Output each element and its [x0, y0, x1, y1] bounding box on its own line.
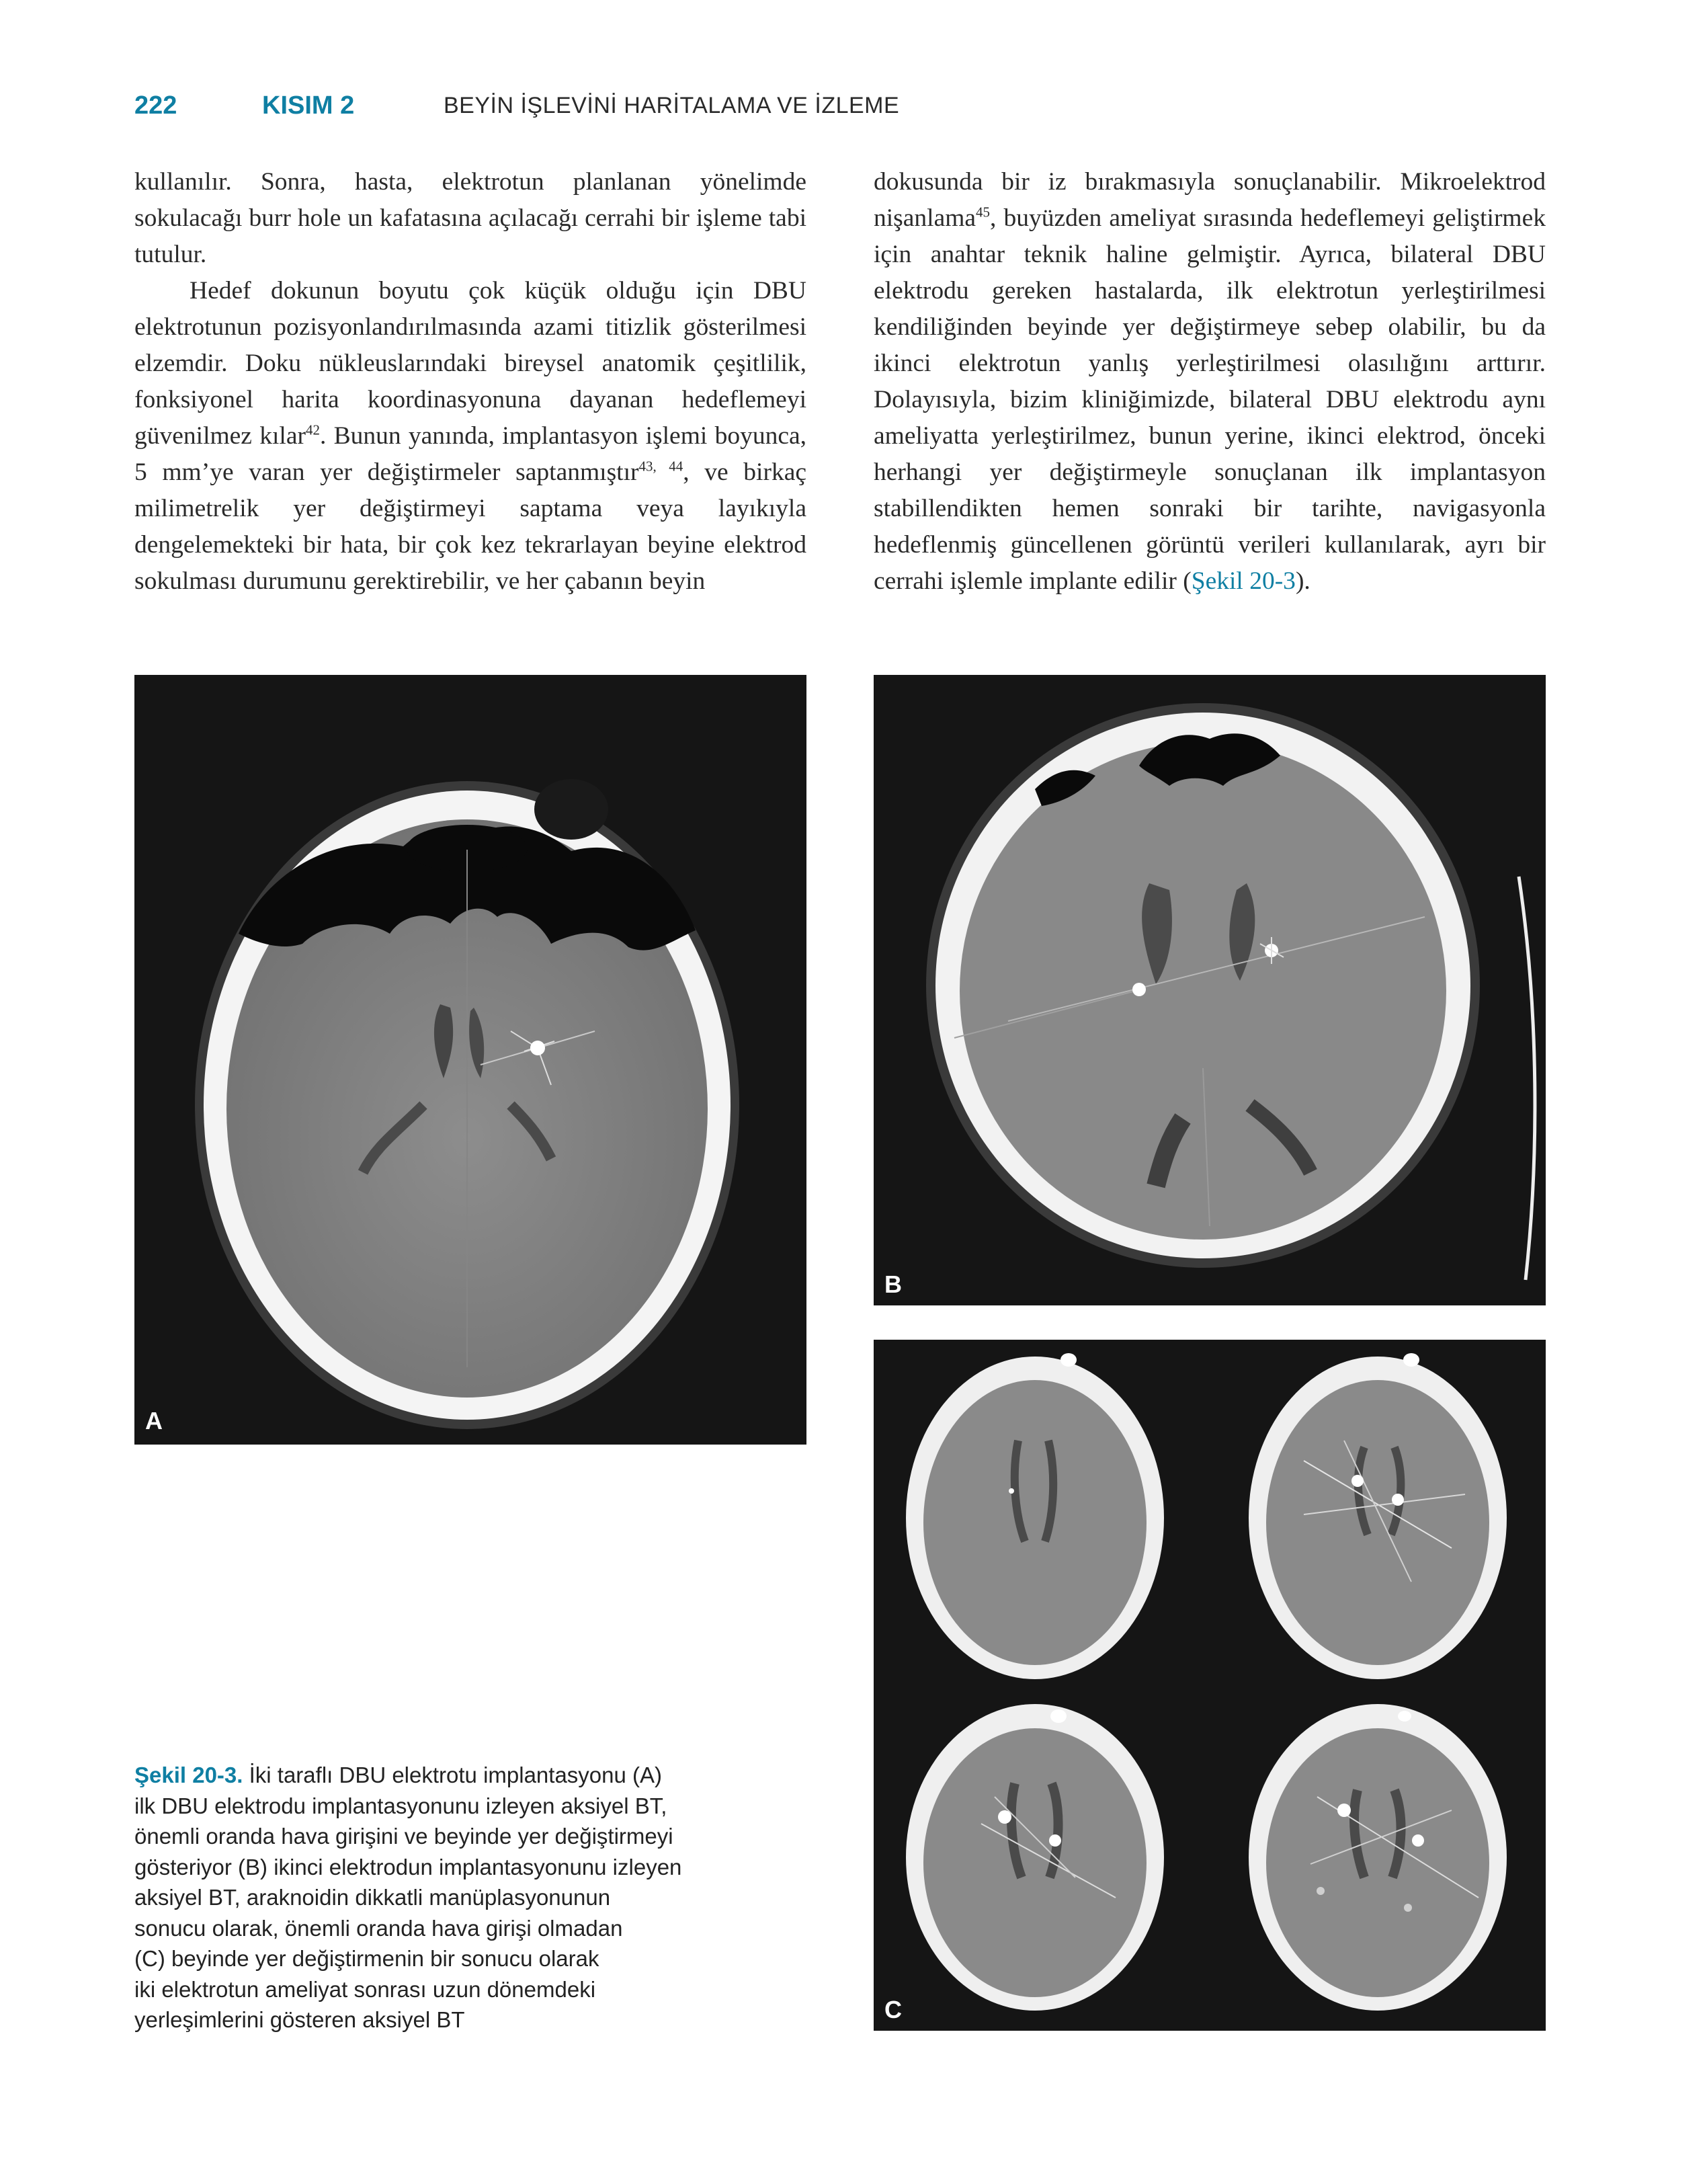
caption-line — [134, 1760, 806, 1791]
text-run: Hedef dokunun boyutu çok küçük olduğu için DBU elektrotunun pozisyonlandırılmasında azami titizlik gösterilmesi elzemdir. Doku nükleuslarındaki bireysel anatomik çeşitlilik, fonksiyonel harita koordinasyonuna dayanan hedeflemeyi güvenilmez kılar — [134, 277, 806, 450]
text-run: ). — [1295, 567, 1310, 595]
panel-label-a: A — [145, 1407, 163, 1434]
ct-scan-panel-b — [874, 675, 1546, 1305]
paragraph: kullanılır. Sonra, hasta, elektrotun planlanan yönelimde sokulacağı burr hole un kafatasına açılacağı cerrahi bir işleme tabi tutulur. — [134, 168, 806, 268]
citation-ref: 43, 44 — [638, 458, 683, 475]
figure-cross-reference[interactable]: Şekil 20-3 — [1191, 567, 1296, 595]
caption-line: gösteriyor (B) ikinci elektrodun implantasyonunu izleyen — [134, 1854, 682, 1879]
caption-line: aksiyel BT, araknoidin dikkatli manüplasyonunun — [134, 1885, 611, 1910]
text-run: . Bunun yanında, implantasyon işlemi boyunca, 5 mm’ye varan yer değiştirmeler saptanmıştır — [134, 422, 806, 486]
caption-line: sonucu olarak, önemli oranda hava girişi olmadan — [134, 1915, 623, 1941]
text-run: , ve birkaç milimetrelik yer değiştirmeyi saptama veya layıkıyla dengelemekteki bir hata, bir çok kez tekrarlayan beyine elektrod sokulması durumunu gerektirebilir, ve her çabanın beyin — [134, 458, 806, 595]
caption-line: ilk DBU elektrodu implantasyonunu izleyen aksiyel BT, — [134, 1793, 667, 1818]
ct-image-a — [134, 675, 806, 1445]
ct-image-b — [874, 675, 1546, 1305]
caption-label: Şekil 20-3. — [134, 1763, 243, 1787]
caption-line: iki elektrotun ameliyat sonrası uzun dönemdeki — [134, 1976, 596, 2002]
ct-image-c — [874, 1340, 1546, 2031]
paragraph — [134, 273, 806, 600]
ct-slice — [1249, 1704, 1507, 2011]
text-column-right — [874, 164, 1546, 600]
chapter-title: BEYİN İŞLEVİNİ HARİTALAMA VE İZLEME — [444, 93, 900, 118]
caption-line: yerleşimlerini gösteren aksiyel BT — [134, 2007, 465, 2032]
ct-slice — [906, 1704, 1164, 2011]
page-number: 222 — [134, 91, 177, 120]
figure-caption — [134, 1760, 806, 2035]
part-label: KISIM 2 — [262, 91, 355, 120]
text-column-left — [134, 164, 806, 600]
text-run: , buyüzden ameliyat sırasında hedeflemeyi geliştirmek için anahtar teknik haline gelmiştir. Ayrıca, bilateral DBU elektrodu gereken hastalarda, ilk elektrotun yerleştirilmesi kendiliğinden beyinde yer değiştirmeye sebep olabilir, bu da ikinci elektrotun yanlış yerleştirilmesi olasılığını arttırır. Dolayısıyla, bizim kliniğimizde, bilateral DBU elektrodu aynı ameliyatta yerleştirilmez, bunun yerine, ikinci elektrod, önceki herhangi yer değiştirmeyle sonuçlanan ilk implantasyon stabillendikten hemen sonraki bir tarihte, navigasyonla hedeflenmiş güncellenen görüntü verileri kullanılarak, ayrı bir cerrahi işlemle implante edilir ( — [874, 204, 1546, 595]
panel-label-b: B — [884, 1270, 902, 1298]
caption-line: (C) beyinde yer değiştirmenin bir sonucu olarak — [134, 1946, 599, 1971]
panel-label-c: C — [884, 1996, 902, 2023]
citation-ref: 45 — [976, 204, 991, 220]
caption-line: önemli oranda hava girişini ve beyinde yer değiştirmeyi — [134, 1824, 673, 1849]
text-run: dokusunda bir iz bırakmasıyla sonuçlanabilir. Mikroelektrod nişanlama — [874, 168, 1546, 232]
paragraph — [874, 164, 1546, 600]
caption-text: İki taraflı DBU elektrotu implantasyonu (A) — [243, 1763, 663, 1787]
citation-ref: 42 — [305, 421, 320, 438]
ct-scan-panel-a — [134, 675, 806, 1445]
ct-scan-panel-c — [874, 1340, 1546, 2031]
